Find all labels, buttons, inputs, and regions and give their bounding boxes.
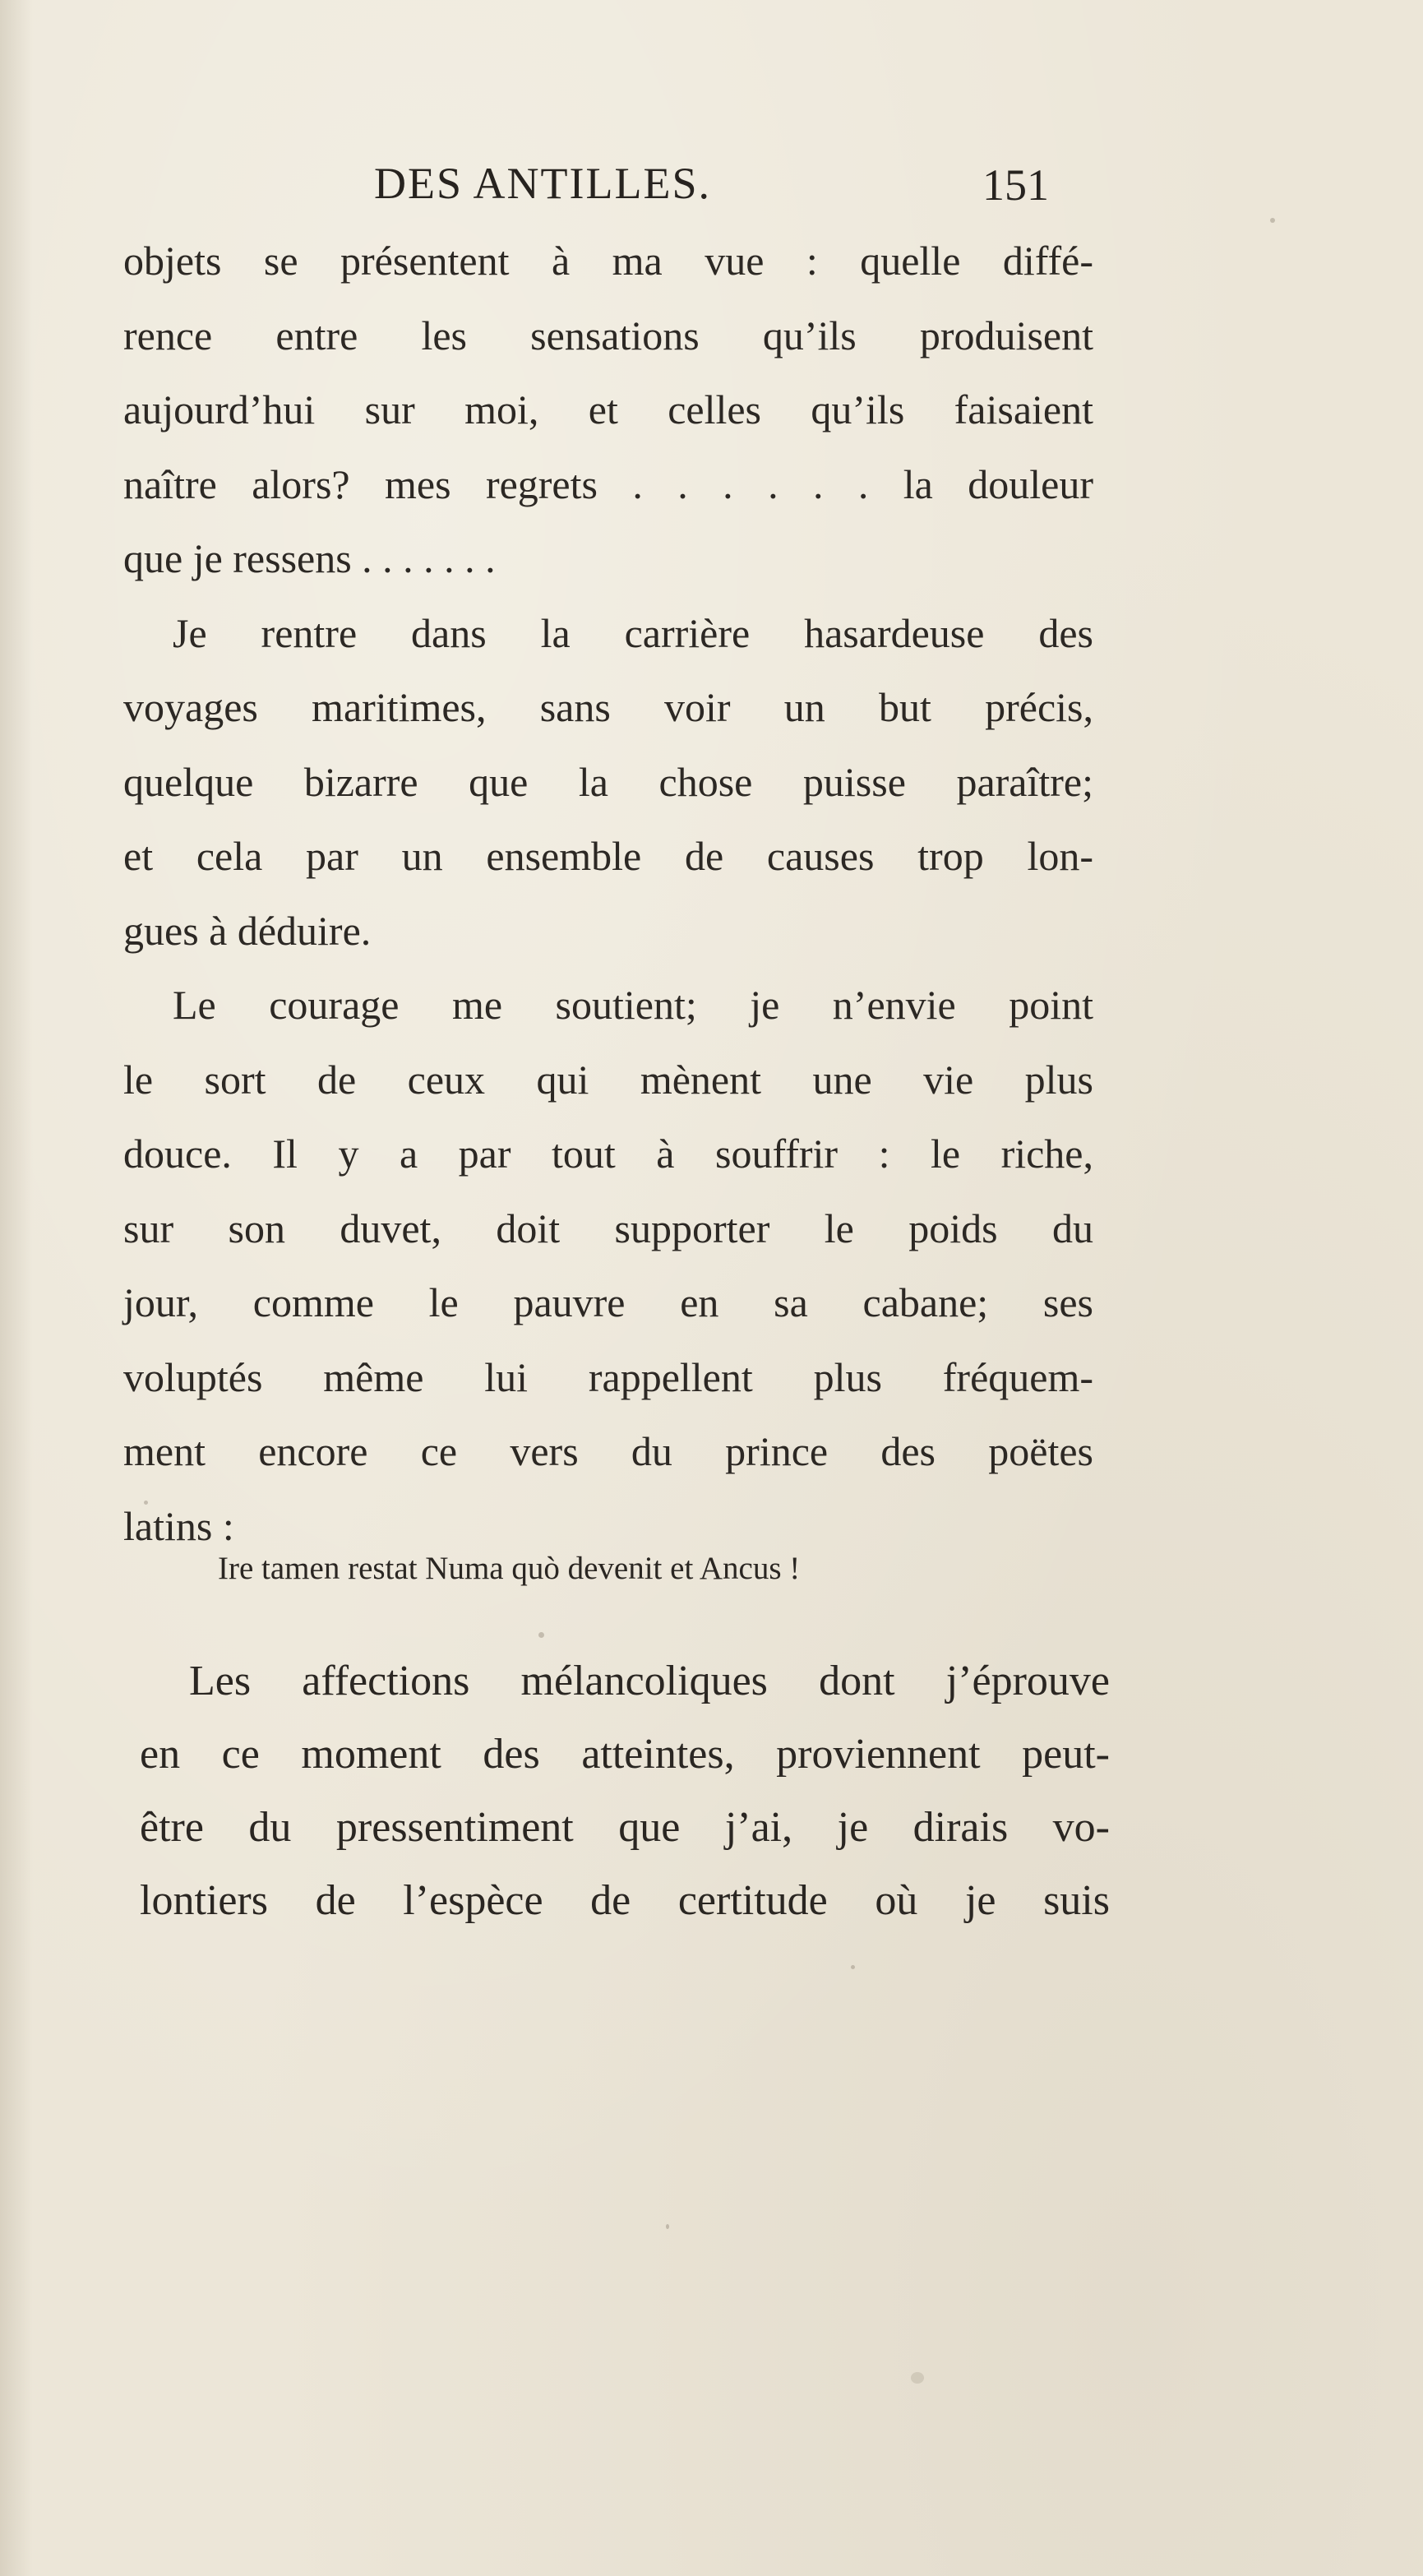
text-line: douce. Il y a par tout à souffrir : le riche, xyxy=(123,1131,1093,1177)
page-number: 151 xyxy=(982,160,1049,210)
paper-speck xyxy=(144,1501,148,1505)
text-line: en ce moment des atteintes, proviennent peut- xyxy=(140,1731,1110,1778)
text-line: Je rentre dans la carrière hasardeuse des xyxy=(173,609,1093,656)
paragraph-4 xyxy=(140,1644,1110,1937)
paper-speck xyxy=(538,1632,544,1638)
text-line: le sort de ceux qui mènent une vie plus xyxy=(123,1056,1093,1103)
paragraph-2 xyxy=(123,596,1093,969)
text-line: latins : xyxy=(123,1502,234,1549)
paragraph-1 xyxy=(123,224,1093,596)
text-line: rence entre les sensations qu’ils produisent xyxy=(123,312,1093,358)
text-line: être du pressentiment que j’ai, je dirais vo- xyxy=(140,1804,1110,1851)
text-line: sur son duvet, doit supporter le poids du xyxy=(123,1205,1093,1251)
paper-speck xyxy=(851,1965,855,1969)
text-line: jour, comme le pauvre en sa cabane; ses xyxy=(123,1279,1093,1325)
text-line: que je ressens . . . . . . . xyxy=(123,535,496,581)
text-line: naître alors? mes regrets . . . . . . la douleur xyxy=(123,460,1093,507)
closing-text xyxy=(140,1644,1110,1937)
running-title: DES ANTILLES. xyxy=(374,159,711,208)
text-line: Le courage me soutient; je n’envie point xyxy=(173,982,1093,1028)
text-line: et cela par un ensemble de causes trop lon- xyxy=(123,833,1093,879)
paper-speck xyxy=(1270,218,1275,223)
text-line: gues à déduire. xyxy=(123,907,372,954)
text-line: voyages maritimes, sans voir un but précis, xyxy=(123,684,1093,730)
text-line: ment encore ce vers du prince des poëtes xyxy=(123,1428,1093,1474)
paragraph-3 xyxy=(123,968,1093,1563)
body-text xyxy=(123,224,1093,1563)
text-line: Les affections mélancoliques dont j’éprouve xyxy=(189,1658,1110,1704)
text-line: voluptés même lui rappellent plus fréquem- xyxy=(123,1353,1093,1400)
running-head xyxy=(127,158,1073,224)
text-line: quelque bizarre que la chose puisse paraître; xyxy=(123,758,1093,805)
page-gutter-shadow xyxy=(0,0,33,2576)
latin-quote: Ire tamen restat Numa quò devenit et Ancus ! xyxy=(218,1551,801,1586)
paper-speck xyxy=(666,2224,669,2229)
text-line: lontiers de l’espèce de certitude où je suis xyxy=(140,1877,1110,1924)
paper-speck xyxy=(911,2372,924,2384)
text-line: aujourd’hui sur moi, et celles qu’ils faisaient xyxy=(123,386,1093,432)
text-line: objets se présentent à ma vue : quelle diffé- xyxy=(123,238,1093,284)
